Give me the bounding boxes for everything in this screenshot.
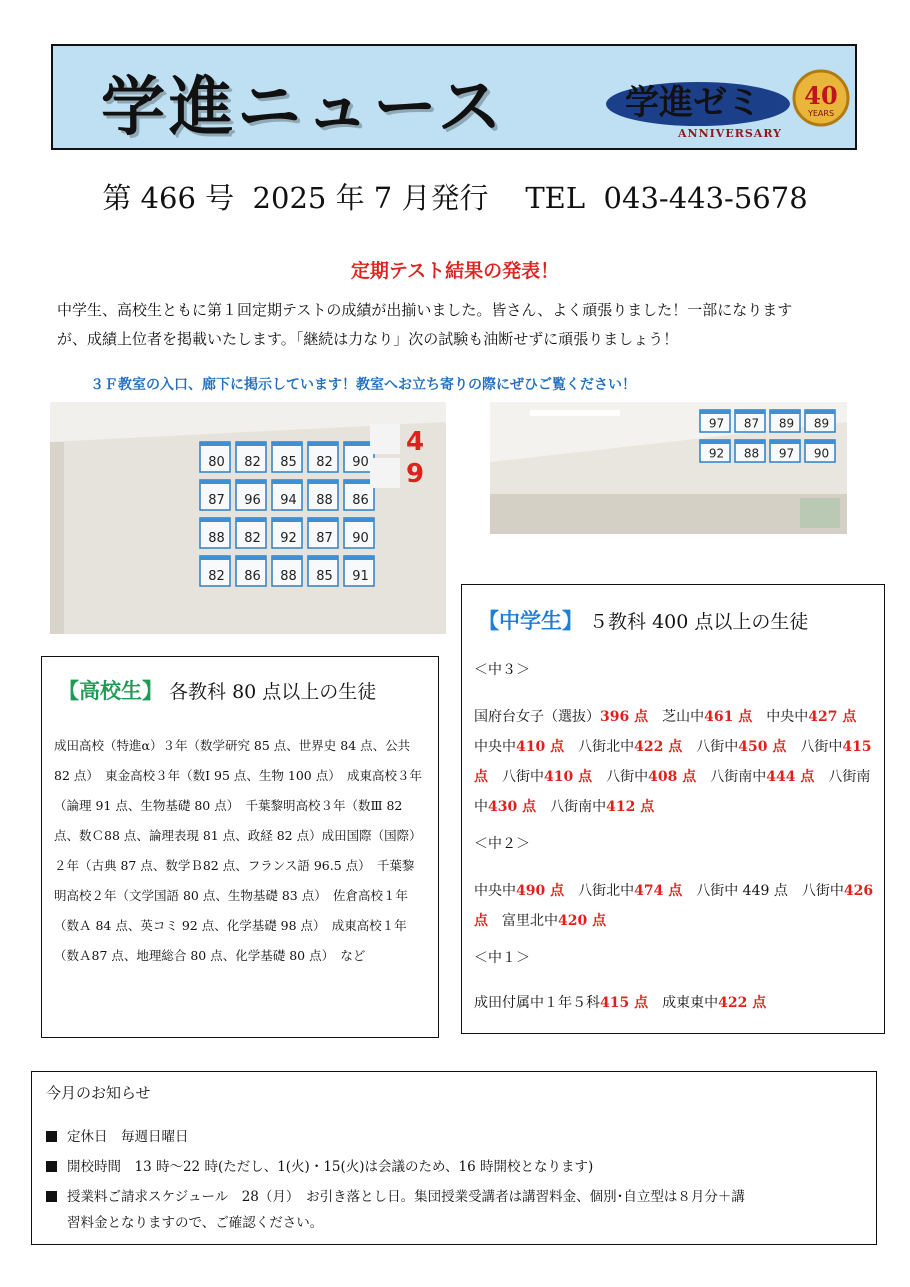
card-header-stripe	[805, 410, 835, 414]
school: 八街南中	[710, 769, 767, 785]
score-card-number: 87	[743, 416, 760, 431]
junior-high-bracket: 【中学生】	[478, 609, 583, 633]
school-logo	[603, 60, 853, 142]
score: 426 点	[474, 883, 874, 929]
school: 八街南中	[474, 769, 871, 815]
hallway-illustration	[490, 402, 847, 534]
high-school-heading	[58, 675, 376, 705]
intro-line: 中学生、高校生ともに第１回定期テストの成績が出揃いました。皆さん、よく頑張りました！一部になります	[57, 301, 793, 319]
school: 八街南中	[550, 799, 607, 815]
score-card-number: 97	[708, 416, 725, 431]
wall-corner	[50, 442, 64, 634]
school: 中央中	[474, 883, 516, 899]
card-header-stripe	[344, 518, 374, 522]
card-header-stripe	[735, 440, 765, 444]
score-card-number: 90	[813, 446, 830, 461]
card-header-stripe	[236, 556, 266, 560]
score: 415 点	[600, 995, 649, 1011]
newsletter-title: 学進ニュース	[101, 71, 506, 145]
grade-2-results	[474, 876, 878, 936]
school: 八街北中	[578, 883, 635, 899]
score-card-number: 89	[778, 416, 795, 431]
score: 410 点	[544, 769, 593, 785]
card-header-stripe	[200, 518, 230, 522]
school: 中央中	[474, 739, 516, 755]
announcements-title: 今月のお知らせ	[46, 1084, 151, 1102]
score-card-number: 82	[244, 531, 261, 546]
school: 成東東中	[662, 995, 719, 1011]
school: 八街中	[606, 769, 649, 785]
card-header-stripe	[700, 440, 730, 444]
high-school-results: 成田高校（特進α）３年（数学研究 85 点、世界史 84 点、公共 82 点） 東金高校３年（数Ⅰ 95 点、生物 100 点） 成東高校３年（論理 91 点、生物基礎 80 点） 千葉黎明高校３年（数Ⅲ 82 点、数Ｃ88 点、論理表現 81 点、政経 82 点）成田国際（国際）２年（古典 87 点、数学Ｂ82 点、フランス語 96.5 点） 千葉黎明高校２年（文学国語 80 点、生物基礎 83 点） 佐倉高校１年（数Ａ 84 点、英コミ 92 点、化学基礎 98 点） 成東高校１年（数Ａ87 点、地理総合 80 点、化学基礎 80 点） など	[54, 738, 422, 963]
card-header-stripe	[272, 556, 302, 560]
card-header-stripe	[236, 480, 266, 484]
school: 富里北中	[502, 913, 558, 929]
score: 412 点	[606, 799, 655, 815]
score: 415 点	[474, 739, 872, 785]
score: 444 点	[766, 769, 815, 785]
card-header-stripe	[805, 440, 835, 444]
score-card-number: 82	[244, 455, 261, 470]
card-header-stripe	[770, 440, 800, 444]
score-card-number: 88	[316, 493, 333, 508]
announcement-text: 開校時間 13 時～22 時(ただし、1(火)・15(火)は会議のため、16 時開校となります)	[67, 1159, 594, 1175]
issue-line: 第 466 号 2025 年 7 月発行 TEL 043-443-5678	[102, 181, 808, 215]
score: 410 点	[516, 739, 565, 755]
grade-3-label: ＜中３＞	[474, 662, 530, 678]
school: 芝山中	[662, 709, 705, 725]
score-card-number: 96	[244, 493, 261, 508]
card-header-stripe	[236, 442, 266, 446]
card-header-stripe	[308, 442, 338, 446]
announcement-item	[46, 1154, 593, 1180]
bullet-square-icon	[46, 1131, 57, 1142]
card-header-stripe	[272, 518, 302, 522]
grade-3-results	[474, 702, 878, 822]
junior-high-box	[461, 584, 885, 1034]
card-header-stripe	[308, 480, 338, 484]
badge-sub: YEARS	[807, 109, 835, 118]
junior-high-heading	[478, 605, 808, 635]
score-card-number: 89	[813, 416, 830, 431]
school: 八街中	[502, 769, 544, 785]
score-card-number: 86	[244, 569, 261, 584]
bulletin-photo-left	[50, 402, 446, 634]
score: 461 点	[704, 709, 753, 725]
score: 430 点	[488, 799, 537, 815]
hallway-floor	[490, 494, 847, 534]
headline: 定期テスト結果の発表！	[350, 260, 560, 282]
announcement-item	[46, 1124, 189, 1150]
announcements-box	[31, 1071, 877, 1245]
school: 八街中 449 点 八街中	[696, 883, 844, 899]
score-card-number: 88	[280, 569, 297, 584]
notice-board	[800, 498, 840, 528]
score-card-number: 82	[208, 569, 225, 584]
card-header-stripe	[770, 410, 800, 414]
score-card-number: 90	[352, 455, 369, 470]
logo-text: 学進ゼミ	[625, 83, 761, 123]
bullet-square-icon	[46, 1161, 57, 1172]
school: 国府台女子（選抜）	[474, 709, 600, 725]
score-card-number: 86	[352, 493, 369, 508]
score-card-number: 91	[352, 569, 369, 584]
high-school-bracket: 【高校生】	[58, 679, 163, 703]
card-header-stripe	[700, 410, 730, 414]
rank-card	[370, 424, 400, 454]
card-header-stripe	[308, 556, 338, 560]
announcement-text-continued: 習料金となりますので、ご確認ください。	[67, 1215, 324, 1231]
announcement-text: 授業料ご請求スケジュール 28（月） お引き落とし日。集団授業受講者は講習料金、個別･自立型は８月分＋講	[67, 1189, 745, 1205]
score-card-number: 92	[708, 446, 725, 461]
score: 474 点	[634, 883, 683, 899]
notice-text: ３Ｆ教室の入口、廊下に掲示しています！教室へお立ち寄りの際にぜひご覧ください！	[90, 377, 636, 393]
score-card-number: 82	[316, 455, 333, 470]
score: 422 点	[634, 739, 683, 755]
badge-number: 40	[804, 81, 838, 110]
rank-card	[370, 458, 400, 488]
score: 396 点	[600, 709, 649, 725]
school: 八街北中	[578, 739, 635, 755]
rank-number: 9	[406, 459, 425, 489]
announcement-text: 定休日 毎週日曜日	[67, 1129, 189, 1145]
card-header-stripe	[200, 480, 230, 484]
score-card-number: 87	[208, 493, 225, 508]
header-banner	[51, 44, 857, 150]
score: 422 点	[718, 995, 767, 1011]
score-card-number: 80	[208, 455, 225, 470]
intro-line: が、成績上位者を掲載いたします。「継続は力なり」次の試験も油断せずに頑張りましょう！	[57, 330, 679, 348]
bulletin-photo-right	[490, 402, 847, 534]
grade-1-results	[474, 988, 878, 1018]
score-card-number: 87	[316, 531, 333, 546]
score: 490 点	[516, 883, 565, 899]
score-card-number: 92	[280, 531, 297, 546]
score: 450 点	[738, 739, 787, 755]
high-school-box	[41, 656, 439, 1038]
card-header-stripe	[735, 410, 765, 414]
intro-paragraph	[57, 296, 857, 354]
score-card-number: 85	[316, 569, 333, 584]
bullet-square-icon	[46, 1191, 57, 1202]
score-card-number: 97	[778, 446, 795, 461]
card-header-stripe	[200, 556, 230, 560]
announcement-item	[46, 1184, 866, 1236]
card-header-stripe	[272, 480, 302, 484]
ribbon-text: ANNIVERSARY	[678, 127, 782, 140]
high-school-title: 各教科 80 点以上の生徒	[169, 681, 377, 703]
rank-number: 4	[406, 427, 425, 457]
card-header-stripe	[308, 518, 338, 522]
score: 427 点	[808, 709, 857, 725]
score: 408 点	[648, 769, 697, 785]
score: 420 点	[558, 913, 607, 929]
school: 八街中	[800, 739, 843, 755]
card-header-stripe	[236, 518, 266, 522]
grade-2-label: ＜中２＞	[474, 836, 530, 852]
junior-high-title: ５教科 400 点以上の生徒	[589, 611, 809, 633]
card-header-stripe	[200, 442, 230, 446]
score-card-number: 94	[280, 493, 297, 508]
bulletin-wall-illustration	[50, 402, 446, 634]
score-card-number: 85	[280, 455, 297, 470]
score-card-number: 88	[743, 446, 760, 461]
card-header-stripe	[344, 556, 374, 560]
school: 成田付属中１年５科	[474, 995, 600, 1011]
ceiling-light	[530, 410, 620, 416]
card-header-stripe	[344, 442, 374, 446]
card-header-stripe	[344, 480, 374, 484]
score-card-number: 90	[352, 531, 369, 546]
score-card-number: 88	[208, 531, 225, 546]
school: 八街中	[696, 739, 739, 755]
school: 中央中	[766, 709, 809, 725]
grade-1-label: ＜中１＞	[474, 950, 530, 966]
card-header-stripe	[272, 442, 302, 446]
